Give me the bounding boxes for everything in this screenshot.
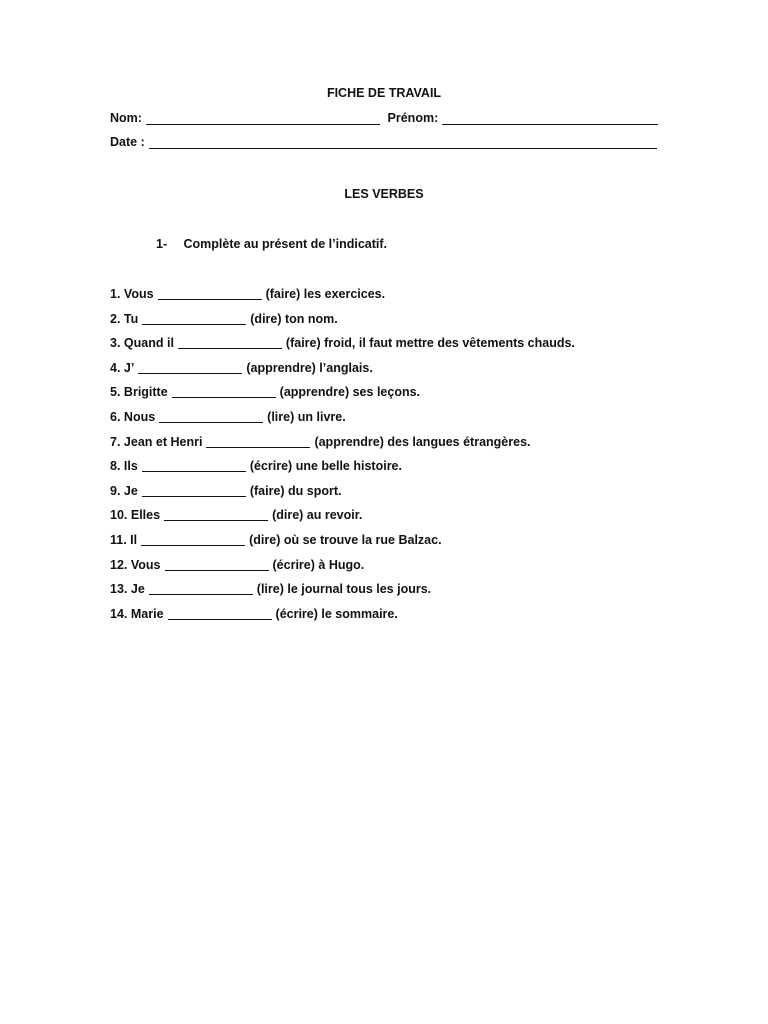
prenom-label: Prénom:: [387, 111, 439, 125]
exercise-subject: Marie: [130, 606, 164, 621]
exercise-item: [110, 508, 670, 533]
exercise-subject: J’: [123, 360, 135, 375]
page-title: FICHE DE TRAVAIL: [326, 86, 442, 100]
exercise-verb: (apprendre): [279, 385, 350, 400]
exercise-rest: des langues étrangères.: [387, 434, 531, 449]
exercise-verb: (lire): [267, 409, 295, 424]
exercise-subject: Vous: [123, 287, 154, 301]
exercise-verb: (apprendre): [246, 360, 316, 375]
exercise-subject: Je: [130, 582, 145, 597]
exercise-item: [110, 312, 670, 337]
exercise-verb: (faire): [285, 336, 321, 351]
date-blank-line: [149, 136, 657, 149]
exercise-rest: l’anglais.: [319, 360, 373, 375]
exercise-subject: Elles: [130, 508, 161, 523]
exercise-rest: ses leçons.: [352, 385, 421, 400]
exercise-rest: au revoir.: [306, 508, 363, 523]
instruction-number: 1-: [156, 237, 168, 251]
exercise-rest: ton nom.: [285, 311, 338, 326]
exercise-item: [110, 607, 670, 632]
exercise-number: 9.: [110, 483, 121, 498]
exercise-number: 13.: [110, 582, 128, 597]
exercise-rest: où se trouve la rue Balzac.: [283, 532, 442, 547]
exercise-verb: (écrire): [275, 606, 318, 621]
exercise-rest: un livre.: [297, 409, 346, 424]
answer-blank: [206, 435, 310, 448]
nom-label: Nom:: [110, 111, 142, 125]
answer-blank: [138, 361, 242, 374]
exercise-item: [110, 533, 670, 558]
section-title: LES VERBES: [344, 187, 424, 201]
answer-blank: [164, 508, 268, 521]
exercise-subject: Nous: [123, 409, 156, 424]
exercise-number: 7.: [110, 434, 121, 449]
exercise-item: [110, 336, 670, 361]
exercise-subject: Je: [123, 483, 138, 498]
exercise-verb: (faire): [265, 287, 301, 301]
exercise-subject: Jean et Henri: [123, 434, 203, 449]
answer-blank: [159, 410, 263, 423]
answer-blank: [142, 312, 246, 325]
answer-blank: [142, 459, 246, 472]
exercise-number: 4.: [110, 360, 121, 375]
answer-blank: [178, 336, 282, 349]
exercise-item: [110, 558, 670, 583]
exercise-subject: Tu: [123, 311, 139, 326]
answer-blank: [141, 533, 245, 546]
exercise-number: 8.: [110, 459, 121, 474]
exercise-number: 5.: [110, 385, 121, 400]
answer-blank: [172, 385, 276, 398]
answer-blank: [165, 558, 269, 571]
exercise-item: [110, 459, 670, 484]
answer-blank: [149, 582, 253, 595]
exercise-item: [110, 385, 670, 410]
exercise-number: 14.: [110, 606, 128, 621]
exercise-rest: froid, il faut mettre des vêtements chauds.: [324, 336, 575, 351]
exercise-rest: une belle histoire.: [295, 459, 402, 474]
exercise-list: [110, 287, 670, 631]
exercise-number: 10.: [110, 508, 128, 523]
instruction: [156, 237, 387, 251]
exercise-subject: Vous: [130, 557, 161, 572]
exercise-verb: (dire): [249, 532, 281, 547]
exercise-number: 2.: [110, 311, 121, 326]
exercise-item: [110, 287, 670, 312]
exercise-number: 1.: [110, 287, 121, 301]
exercise-rest: le sommaire.: [321, 606, 398, 621]
exercise-verb: (lire): [256, 582, 284, 597]
exercise-rest: les exercices.: [303, 287, 386, 301]
instruction-text: Complète au présent de l’indicatif.: [183, 237, 387, 251]
exercise-verb: (dire): [272, 508, 304, 523]
exercise-item: [110, 435, 670, 460]
exercise-item: [110, 582, 670, 607]
exercise-number: 11.: [110, 532, 127, 547]
exercise-subject: Ils: [123, 459, 138, 474]
exercise-number: 6.: [110, 409, 121, 424]
name-row: [110, 111, 658, 125]
prenom-blank-line: [442, 112, 658, 125]
answer-blank: [168, 607, 272, 620]
exercise-item: [110, 484, 670, 509]
exercise-number: 3.: [110, 336, 121, 351]
exercise-verb: (dire): [250, 311, 282, 326]
exercise-subject: Brigitte: [123, 385, 168, 400]
answer-blank: [158, 287, 262, 300]
answer-blank: [142, 484, 246, 497]
date-row: [110, 135, 658, 149]
exercise-verb: (faire): [249, 483, 285, 498]
exercise-number: 12.: [110, 557, 128, 572]
exercise-item: [110, 410, 670, 435]
nom-blank-line: [146, 112, 380, 125]
exercise-item: [110, 361, 670, 386]
exercise-rest: à Hugo.: [318, 557, 365, 572]
exercise-rest: du sport.: [288, 483, 342, 498]
date-label: Date :: [110, 135, 145, 149]
exercise-verb: (écrire): [272, 557, 315, 572]
exercise-verb: (apprendre): [314, 434, 384, 449]
exercise-subject: Quand il: [123, 336, 174, 351]
exercise-verb: (écrire): [249, 459, 293, 474]
exercise-subject: Il: [130, 532, 138, 547]
exercise-rest: le journal tous les jours.: [287, 582, 432, 597]
